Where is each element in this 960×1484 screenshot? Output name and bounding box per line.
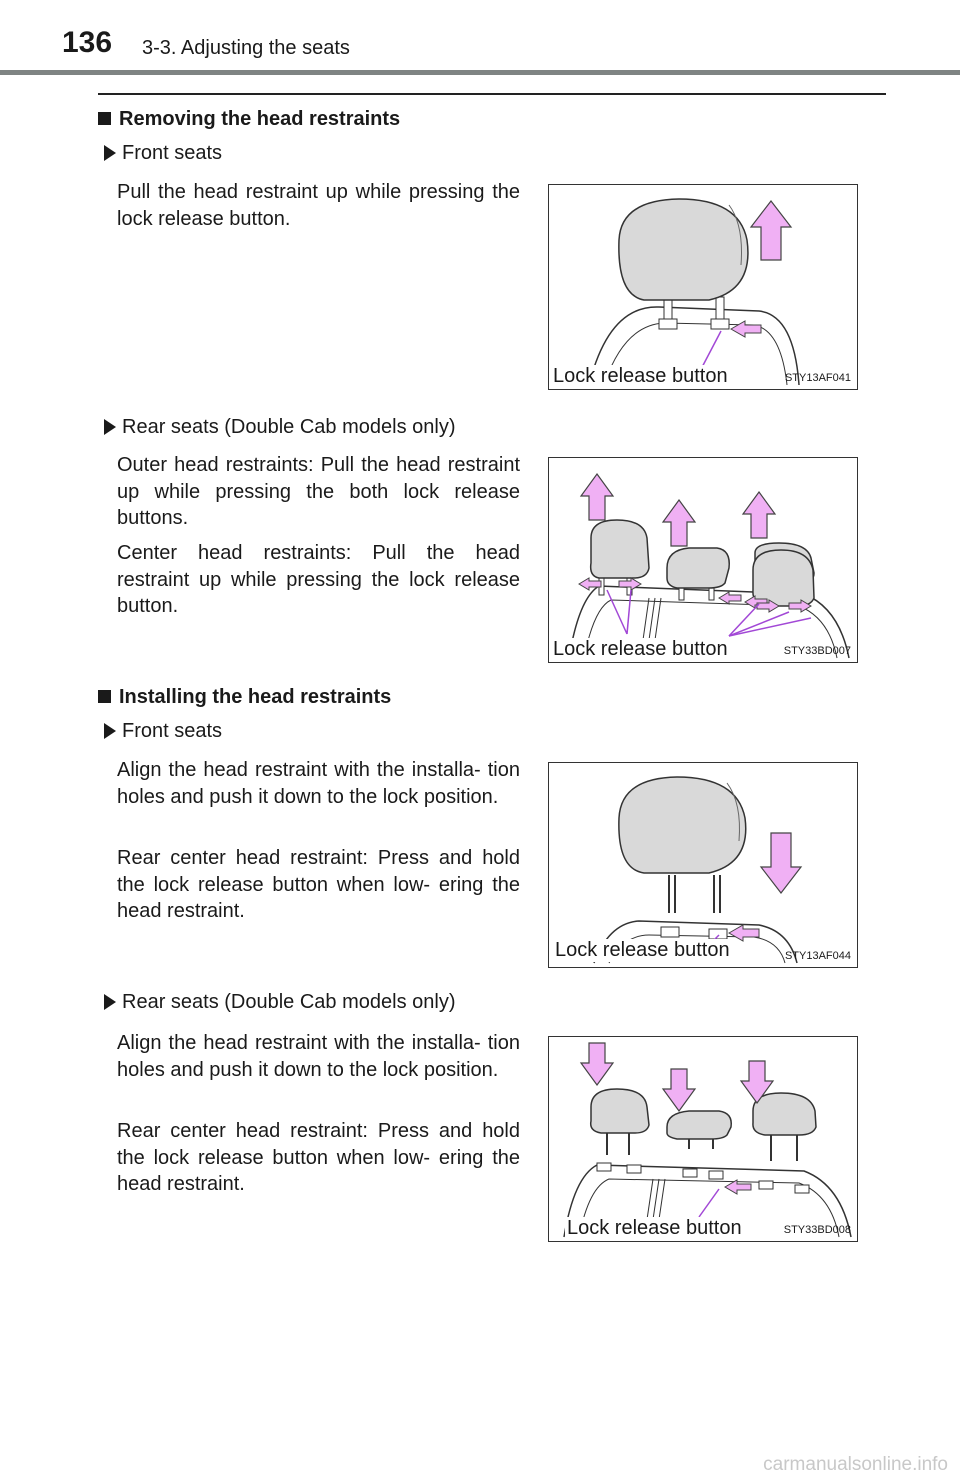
instruction-paragraph: Align the head restraint with the installa- tion holes and push it down to the lock position. xyxy=(117,759,520,808)
figure-code: STY13AF044 xyxy=(784,950,851,962)
subsection-rear-seats-installing xyxy=(104,991,456,1014)
instruction-paragraph: Outer head restraints: Pull the head restraint up while pressing the both lock release buttons. xyxy=(117,454,520,529)
figure-code: STY33BD008 xyxy=(783,1224,851,1236)
instruction-paragraph: Rear center head restraint: Press and hold the lock release button when low- ering the head restraint. xyxy=(117,1120,520,1195)
footer-watermark: carmanualsonline.info xyxy=(763,1454,948,1475)
triangle-bullet-icon xyxy=(104,145,116,161)
triangle-bullet-icon xyxy=(104,723,116,739)
subsection-label: Rear seats (Double Cab models only) xyxy=(122,416,456,438)
subsection-front-seats-removing xyxy=(104,142,222,165)
page-number: 136 xyxy=(62,26,113,59)
subsection-label: Rear seats (Double Cab models only) xyxy=(122,991,456,1013)
lock-release-button-label: Lock release button xyxy=(555,939,730,961)
instruction-paragraph: Rear center head restraint: Press and hold the lock release button when low- ering the head restraint. xyxy=(117,847,520,922)
subsection-front-seats-installing xyxy=(104,720,222,743)
section-title: Installing the head restraints xyxy=(119,686,392,708)
square-bullet-icon xyxy=(98,112,111,125)
figure-code: STY13AF041 xyxy=(784,372,851,384)
subsection-rear-seats-removing xyxy=(104,416,456,439)
lock-release-button-label: Lock release button xyxy=(567,1217,742,1239)
figure-rear-seat-removal xyxy=(548,457,858,663)
lock-release-button-label: Lock release button xyxy=(553,638,728,660)
header-bar xyxy=(0,70,960,75)
section-heading-removing xyxy=(98,108,400,131)
instruction-paragraph: Center head restraints: Pull the head restraint up while pressing the lock release button. xyxy=(117,542,520,617)
figure-code: STY33BD007 xyxy=(783,645,851,657)
figure-front-seat-install xyxy=(548,762,858,968)
subsection-label: Front seats xyxy=(122,720,223,742)
lock-release-button-label: Lock release button xyxy=(553,365,728,387)
figure-rear-seat-install xyxy=(548,1036,858,1242)
chapter-title: 3-3. Adjusting the seats xyxy=(142,37,350,59)
instruction-paragraph: Pull the head restraint up while pressing the lock release button. xyxy=(117,181,520,230)
figure-front-seat-removal xyxy=(548,184,858,390)
subsection-label: Front seats xyxy=(122,142,223,164)
section-rule xyxy=(98,93,886,95)
square-bullet-icon xyxy=(98,690,111,703)
section-title: Removing the head restraints xyxy=(119,108,401,130)
section-heading-installing xyxy=(98,686,391,709)
instruction-paragraph: Align the head restraint with the installa- tion holes and push it down to the lock position. xyxy=(117,1032,520,1081)
page-header xyxy=(0,0,960,75)
triangle-bullet-icon xyxy=(104,419,116,435)
triangle-bullet-icon xyxy=(104,994,116,1010)
